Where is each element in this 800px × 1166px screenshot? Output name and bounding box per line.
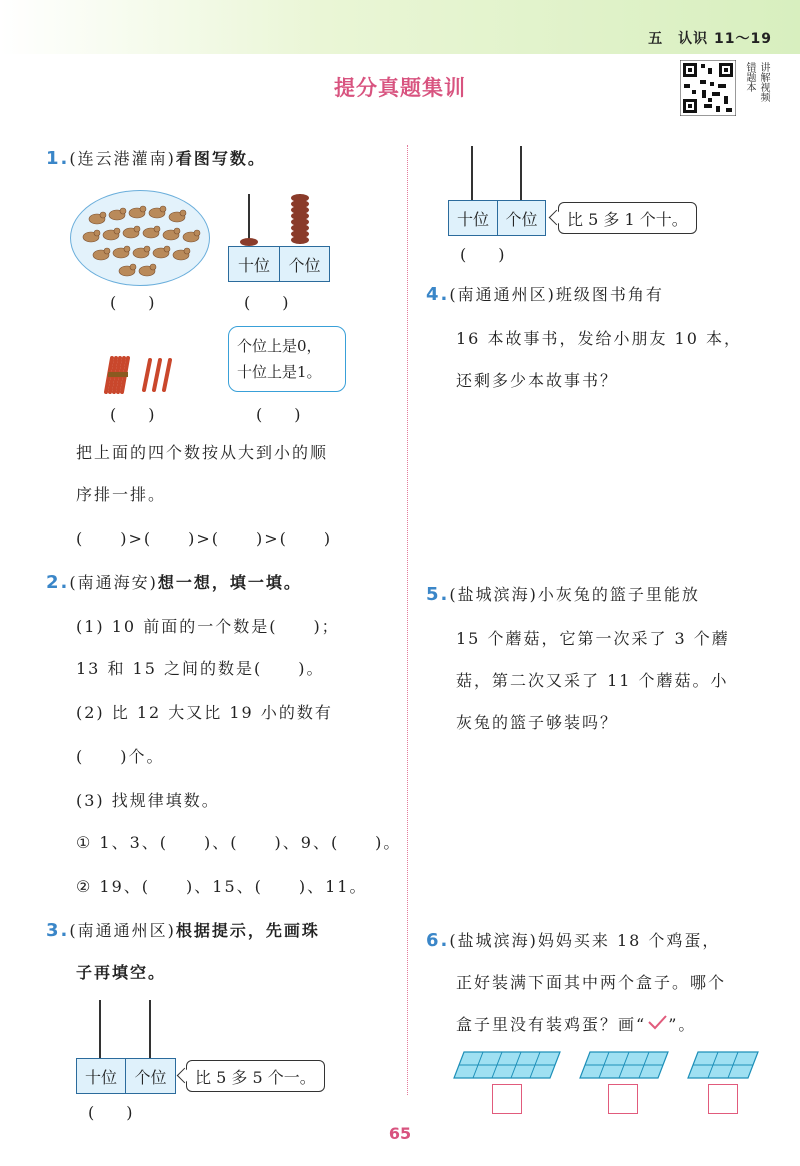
q2-line-4: ( )个。 (76, 747, 165, 766)
q6-line-2: 正好装满下面其中两个盒子。哪个 (456, 973, 727, 992)
q3b-hint: 比 5 多 1 个十。 (558, 202, 697, 234)
ducks-icon (71, 191, 211, 287)
q6-line-3 (456, 1012, 696, 1035)
q2-line-3: (2) 比 12 大又比 19 小的数有 (76, 703, 333, 722)
q4-line-2: 16 本故事书，发给小朋友 10 本， (456, 329, 742, 348)
q1-order-line-2: 序排一排。 (76, 485, 167, 504)
q1-blank-abacus[interactable]: ( ) (244, 293, 289, 312)
q1-place-value-chart (228, 246, 330, 282)
q3-text-1: 根据提示，先画珠 (175, 921, 320, 940)
qr-label-col2: 错题本 (744, 62, 755, 92)
q5-line-1: 小灰兔的篮子里能放 (537, 585, 700, 604)
q3a-ones-label: 个位 (125, 1059, 175, 1093)
q3-heading (46, 918, 320, 941)
answer-box-1[interactable] (492, 1084, 522, 1114)
q2-source: (南通海安) (69, 573, 158, 592)
q2-line-1: (1) 10 前面的一个数是( )； (76, 617, 340, 636)
chapter-label: 五 认识 11～19 (648, 31, 772, 47)
q5-number: 5. (426, 584, 450, 605)
q2-line-5: (3) 找规律填数。 (76, 791, 220, 810)
q5-line-4: 灰兔的篮子够装吗？ (456, 713, 619, 732)
tens-label: 十位 (237, 255, 270, 275)
q4-source: (南通通州区) (449, 285, 556, 304)
q4-line-1: 班级图书角有 (555, 285, 664, 304)
q3a-ones-rod (149, 1000, 151, 1058)
q5-line-3: 菇，第二次又采了 11 个蘑菇。小 (456, 671, 729, 690)
q1-heading (46, 146, 266, 169)
duck-group-image (70, 190, 210, 286)
q5-heading (426, 582, 700, 605)
q3b-ones-label: 个位 (497, 201, 545, 235)
q4-heading (426, 282, 664, 305)
q1-blank-sticks[interactable]: ( ) (110, 405, 155, 424)
egg-box-8-icon (578, 1050, 670, 1082)
q3-source: (南通通州区) (69, 921, 176, 940)
ones-label: 个位 (279, 247, 329, 281)
q3a-tens-label: 十位 (84, 1067, 117, 1087)
q1-tip-box (228, 326, 346, 392)
q1-source: (连云港灌南) (69, 149, 176, 168)
q2-line-7: ② 19、( )、15、( )、11。 (76, 877, 368, 896)
q2-line-6: ① 1、3、( )、( )、9、( )。 (76, 833, 402, 852)
q1-order-line-1: 把上面的四个数按从大到小的顺 (76, 443, 329, 462)
column-divider (407, 145, 408, 1095)
q6-line-3-post: ”。 (668, 1015, 697, 1034)
q3-number: 3. (46, 920, 70, 941)
page-number: 65 (388, 1124, 412, 1143)
qr-code-icon[interactable] (680, 60, 736, 116)
tip-line-2: 十位上是1。 (237, 363, 322, 381)
q4-number: 4. (426, 284, 450, 305)
q3b-tens-label: 十位 (456, 209, 489, 229)
q6-line-3-pre: 盒子里没有装鸡蛋？画“ (456, 1015, 647, 1034)
qr-label (738, 62, 774, 118)
q6-heading (426, 928, 720, 951)
qr-label-col1: 讲解视频 (758, 62, 769, 102)
answer-box-2[interactable] (608, 1084, 638, 1114)
q5-line-2: 15 个蘑菇，它第一次采了 3 个蘑 (456, 629, 730, 648)
abacus-beads-icon (236, 190, 316, 248)
page-title: 提分真题集训 (334, 76, 466, 100)
q1-blank-ducks[interactable]: ( ) (110, 293, 155, 312)
q3b-blank[interactable]: ( ) (460, 245, 505, 264)
q2-heading (46, 570, 302, 593)
q2-text: 想一想，填一填。 (157, 573, 302, 592)
q3b-place-value-chart (448, 200, 546, 236)
q6-line-1: 妈妈买来 18 个鸡蛋， (537, 931, 721, 950)
q3-text-2: 子再填空。 (76, 963, 167, 982)
q1-number: 1. (46, 148, 70, 169)
egg-box-10-icon (452, 1050, 562, 1082)
q3a-place-value-chart (76, 1058, 176, 1094)
q2-line-2: 13 和 15 之间的数是( )。 (76, 659, 325, 678)
egg-box-6-icon (686, 1050, 760, 1082)
q1-text: 看图写数。 (175, 149, 266, 168)
answer-box-3[interactable] (708, 1084, 738, 1114)
q6-number: 6. (426, 930, 450, 951)
q3b-tens-rod (471, 146, 473, 204)
sticks-bundle-icon (98, 352, 180, 398)
q3b-ones-rod (520, 146, 522, 204)
q4-line-3: 还剩多少本故事书？ (456, 371, 619, 390)
tip-line-1: 个位上是0， (237, 337, 322, 355)
q3a-hint: 比 5 多 5 个一。 (186, 1060, 325, 1092)
q2-number: 2. (46, 572, 70, 593)
q1-blank-tip[interactable]: ( ) (256, 405, 301, 424)
q5-source: (盐城滨海) (449, 585, 538, 604)
checkmark-icon (646, 1014, 668, 1030)
q3a-blank[interactable]: ( ) (88, 1103, 133, 1122)
q6-source: (盐城滨海) (449, 931, 538, 950)
q1-order-blanks[interactable]: ( )>( )>( )>( ) (76, 529, 333, 548)
q3a-tens-rod (99, 1000, 101, 1058)
